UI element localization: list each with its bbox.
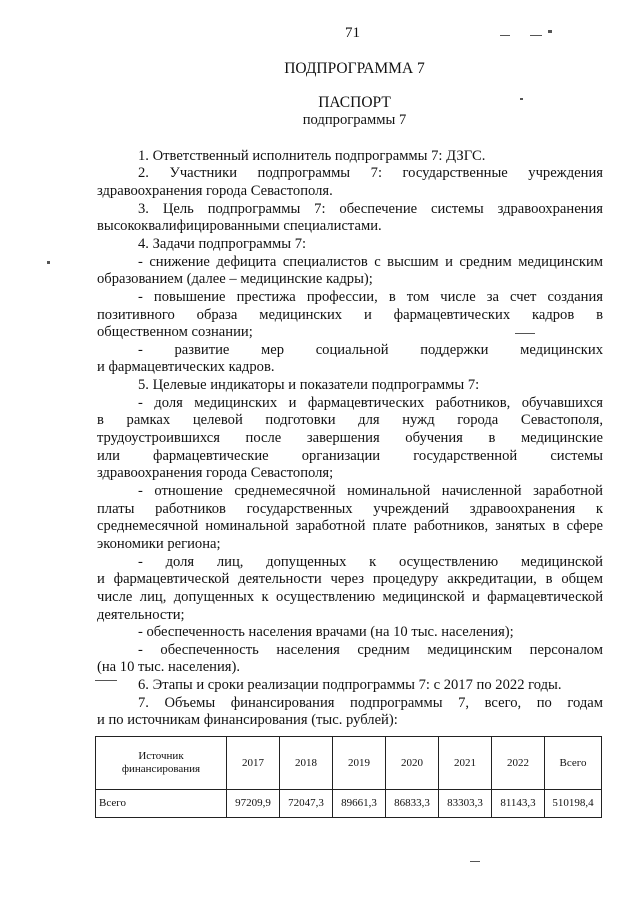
table-header-row xyxy=(96,737,602,790)
subprogram-heading: ПОДПРОГРАММА 7 xyxy=(284,60,425,77)
passport-title: ПАСПОРТ xyxy=(318,94,391,111)
scan-speck xyxy=(47,261,50,264)
header-2019: 2019 xyxy=(333,737,386,790)
page-number: 71 xyxy=(345,25,360,41)
task-1-line1: - снижение дефицита специалистов с высшим и средним медицинским xyxy=(138,254,603,270)
scan-speck xyxy=(470,861,480,862)
indicator-3-line2: и фармацевтической деятельности через процедуру аккредитации, в общем xyxy=(97,571,603,587)
scan-speck xyxy=(520,98,523,100)
indicator-2-line4: экономики региона; xyxy=(97,536,221,552)
indicator-1-line4: или фармацевтические организации государственной системы xyxy=(97,448,603,464)
header-2021: 2021 xyxy=(439,737,492,790)
item-7-funding-line1: 7. Объемы финансирования подпрограммы 7, всего, по годам xyxy=(138,695,603,711)
cell-source: Всего xyxy=(96,790,227,818)
task-1-line2: образованием (далее – медицинские кадры); xyxy=(97,271,373,287)
header-total: Всего xyxy=(545,737,602,790)
scan-speck xyxy=(95,680,117,681)
indicator-5-line2: (на 10 тыс. населения). xyxy=(97,659,241,675)
passport-subtitle: подпрограммы 7 xyxy=(302,112,407,128)
task-3-line2: и фармацевтических кадров. xyxy=(97,359,275,375)
scan-speck xyxy=(530,35,542,36)
indicator-4: - обеспеченность населения врачами (на 10 тыс. населения); xyxy=(138,624,514,640)
task-2-line3: общественном сознании; xyxy=(97,324,253,340)
header-source: Источник финансирования xyxy=(96,737,227,790)
indicator-3-line1: - доля лиц, допущенных к осуществлению медицинской xyxy=(138,554,603,570)
item-5-indicators: 5. Целевые индикаторы и показатели подпрограммы 7: xyxy=(138,377,480,393)
item-4-tasks: 4. Задачи подпрограммы 7: xyxy=(138,236,307,252)
header-2018: 2018 xyxy=(280,737,333,790)
item-1-responsible: 1. Ответственный исполнитель подпрограммы 7: ДЗГС. xyxy=(138,148,486,164)
header-2020: 2020 xyxy=(386,737,439,790)
task-2-line2: позитивного образа медицинских и фармацевтических кадров в xyxy=(97,307,603,323)
cell-total: 510198,4 xyxy=(545,790,602,818)
indicator-2-line1: - отношение среднемесячной номинальной начисленной заработной xyxy=(138,483,603,499)
indicator-1-line1: - доля медицинских и фармацевтических работников, обучавшихся xyxy=(138,395,603,411)
indicator-1-line2: в рамках целевой подготовки для нужд города Севастополя, xyxy=(97,412,603,428)
scan-speck xyxy=(548,30,552,33)
indicator-5-line1: - обеспеченность населения средним медицинским персоналом xyxy=(138,642,603,658)
financing-table xyxy=(95,736,602,818)
cell-2017: 97209,9 xyxy=(227,790,280,818)
item-7-funding-line2: и по источникам финансирования (тыс. рублей): xyxy=(97,712,398,728)
cell-2021: 83303,3 xyxy=(439,790,492,818)
scan-speck xyxy=(500,35,510,36)
indicator-1-line5: здравоохранения города Севастополя; xyxy=(97,465,334,481)
indicator-2-line2: платы работников государственных учреждений здравоохранения к xyxy=(97,501,603,517)
item-2-participants-line1: 2. Участники подпрограммы 7: государственные учреждения xyxy=(138,165,603,181)
task-2-line1: - повышение престижа профессии, в том числе за счет создания xyxy=(138,289,603,305)
header-2017: 2017 xyxy=(227,737,280,790)
cell-2020: 86833,3 xyxy=(386,790,439,818)
item-2-participants-line2: здравоохранения города Севастополя. xyxy=(97,183,333,199)
indicator-1-line3: трудоустроившихся после завершения обучения в медицинские xyxy=(97,430,603,446)
indicator-3-line3: числе лиц, допущенных к осуществлению медицинской и фармацевтической xyxy=(97,589,603,605)
indicator-3-line4: деятельности; xyxy=(97,607,185,623)
header-2022: 2022 xyxy=(492,737,545,790)
scan-speck xyxy=(515,333,535,334)
table-row xyxy=(96,790,602,818)
item-3-goal-line2: высококвалифицированными специалистами. xyxy=(97,218,382,234)
task-3-line1: - развитие мер социальной поддержки медицинских xyxy=(138,342,603,358)
cell-2019: 89661,3 xyxy=(333,790,386,818)
cell-2018: 72047,3 xyxy=(280,790,333,818)
item-3-goal-line1: 3. Цель подпрограммы 7: обеспечение системы здравоохранения xyxy=(138,201,603,217)
cell-2022: 81143,3 xyxy=(492,790,545,818)
item-6-stages: 6. Этапы и сроки реализации подпрограммы 7: с 2017 по 2022 годы. xyxy=(138,677,562,693)
indicator-2-line3: среднемесячной номинальной заработной плате работников, занятых в сфере xyxy=(97,518,603,534)
